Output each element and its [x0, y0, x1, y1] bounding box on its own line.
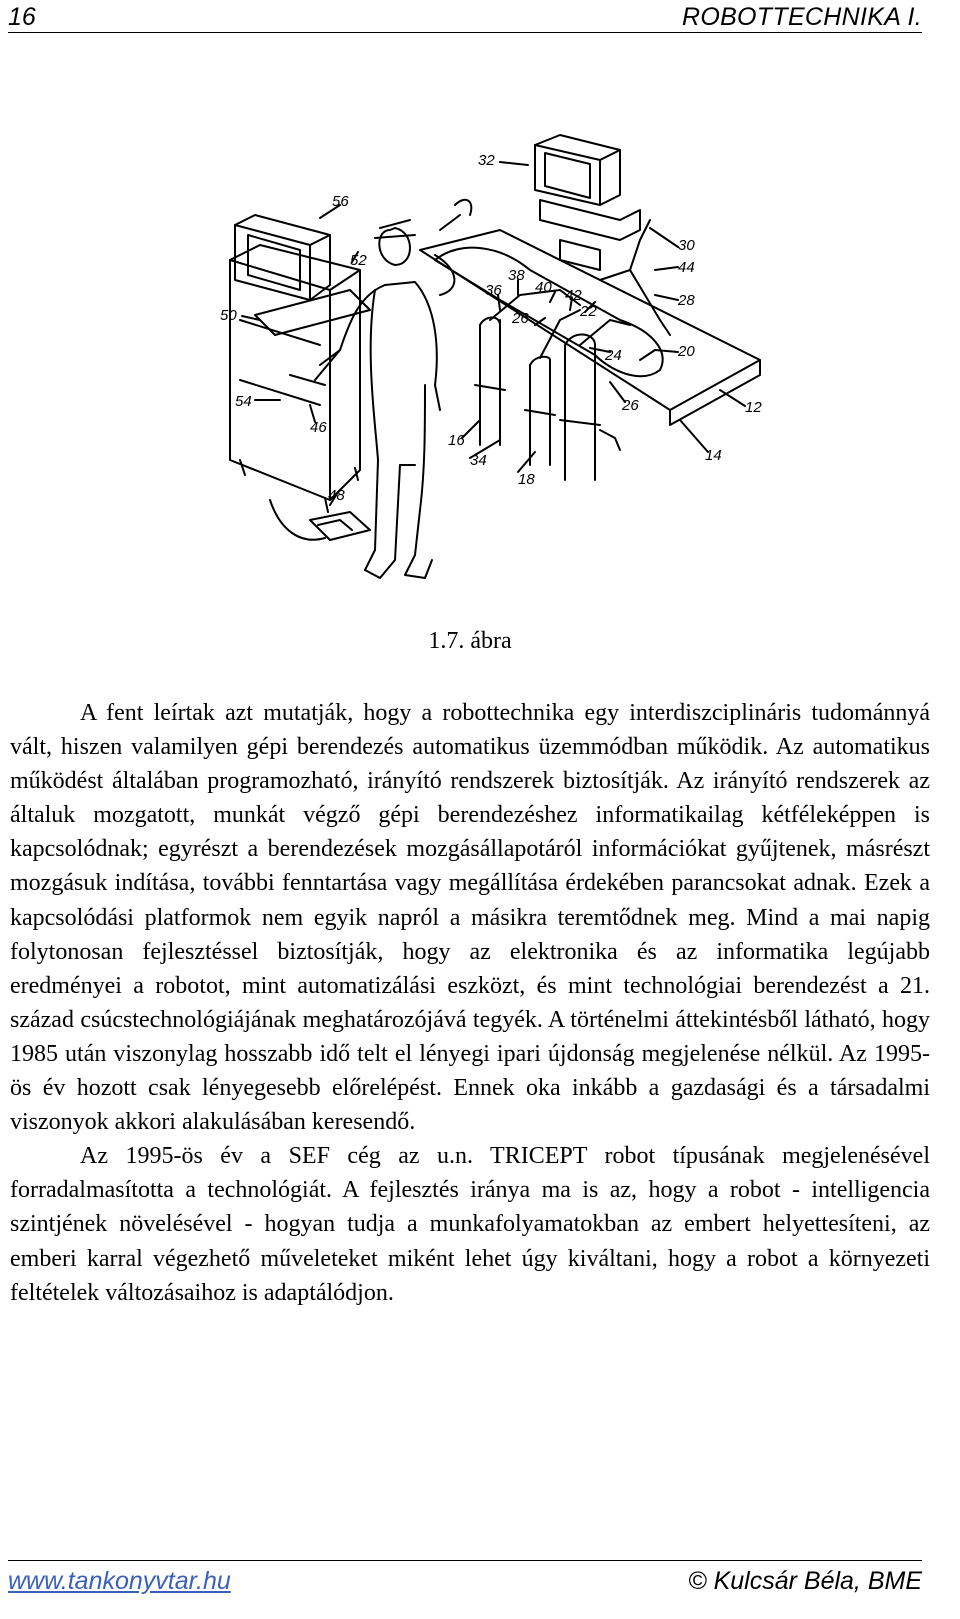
figure-label: 26 [512, 310, 529, 327]
figure-label: 38 [508, 267, 525, 284]
figure-label: 54 [235, 393, 252, 410]
page-footer [8, 1560, 922, 1597]
figure-label: 22 [580, 303, 597, 320]
paragraph: A fent leírtak azt mutatják, hogy a robottechnika egy interdiszciplináris tudománnyá vált, hiszen valamilyen gépi berendezés automatikus üzemmódban működik. Az automatikus működést általában programozható, irányító rendszerek biztosítják. Az irányító rendszerek az általuk mozgatott, munkát végző gépi berendezéshez informatikailag kétféleképpen is kapcsolódnak; egyrészt a berendezések mozgásállapotáról információkat gyűjtenek, másrészt mozgásuk indítása, további fenntartása vagy megállítása érdekében parancsokat adnak. Ezek a kapcsolódási platformok nem egyik napról a másikra teremtődnek meg. Mind a mai napig folytonosan fejlesztéssel biztosítják, hogy az elektronika és az informatika legújabb eredményei a robotot, mint automatizálási eszközt, és mint technológiai berendezést a 21. század csúcstechnológiájának meghatározójává tegyék. A történelmi áttekintésből látható, hogy 1985 után viszonylag hosszabb idő telt el lényegi ipari újdonság megjelenése nélkül. Az 1995-ös év hozott csak lényegesebb előrelépést. Ennek oka inkább a gazdasági és a társadalmi viszonyok akkori alakulásában keresendő. [10, 700, 930, 1136]
figure-label: 20 [678, 343, 695, 360]
page-header [8, 2, 922, 33]
page-number: 16 [8, 3, 36, 31]
figure-label: 40 [535, 279, 552, 296]
website-link[interactable]: www.tankonyvtar.hu [8, 1567, 231, 1595]
figure-label: 16 [448, 432, 465, 449]
figure-caption: 1.7. ábra [428, 628, 512, 654]
figure-label: 28 [678, 292, 695, 309]
figure-label: 34 [470, 452, 487, 469]
figure-label: 36 [485, 282, 502, 299]
copyright-notice: © Kulcsár Béla, BME [688, 1567, 922, 1595]
figure-label: 12 [745, 399, 762, 416]
figure-label: 48 [328, 487, 345, 504]
figure-label: 24 [605, 347, 622, 364]
figure-label: 50 [220, 307, 237, 324]
figure-label: 46 [310, 419, 327, 436]
figure-label: 56 [332, 193, 349, 210]
figure-label: 42 [565, 287, 582, 304]
figure-label: 30 [678, 237, 695, 254]
book-title: ROBOTTECHNIKA I. [681, 3, 922, 31]
figure-label: 32 [478, 152, 495, 169]
figure-drawing [200, 120, 780, 590]
figure-label: 18 [518, 471, 535, 488]
figure-surgical-robot [200, 120, 780, 590]
figure-label: 26 [622, 397, 639, 414]
body-text [10, 696, 930, 1310]
figure-label: 44 [678, 259, 695, 276]
paragraph: Az 1995-ös év a SEF cég az u.n. TRICEPT robot típusának megjelenésével forradalmasította a technológiát. A fejlesztés iránya ma is az, hogy a robot - intelligencia szintjének növelésével - hogyan tudja a munkafolyamatokban az embert helyettesíteni, az emberi karral végezhető műveleteket miként lehet úgy kiváltani, hogy a robot a környezeti feltételek változásaihoz is adaptálódjon. [10, 1143, 930, 1306]
figure-label: 14 [705, 447, 722, 464]
figure-label: 52 [350, 252, 367, 269]
